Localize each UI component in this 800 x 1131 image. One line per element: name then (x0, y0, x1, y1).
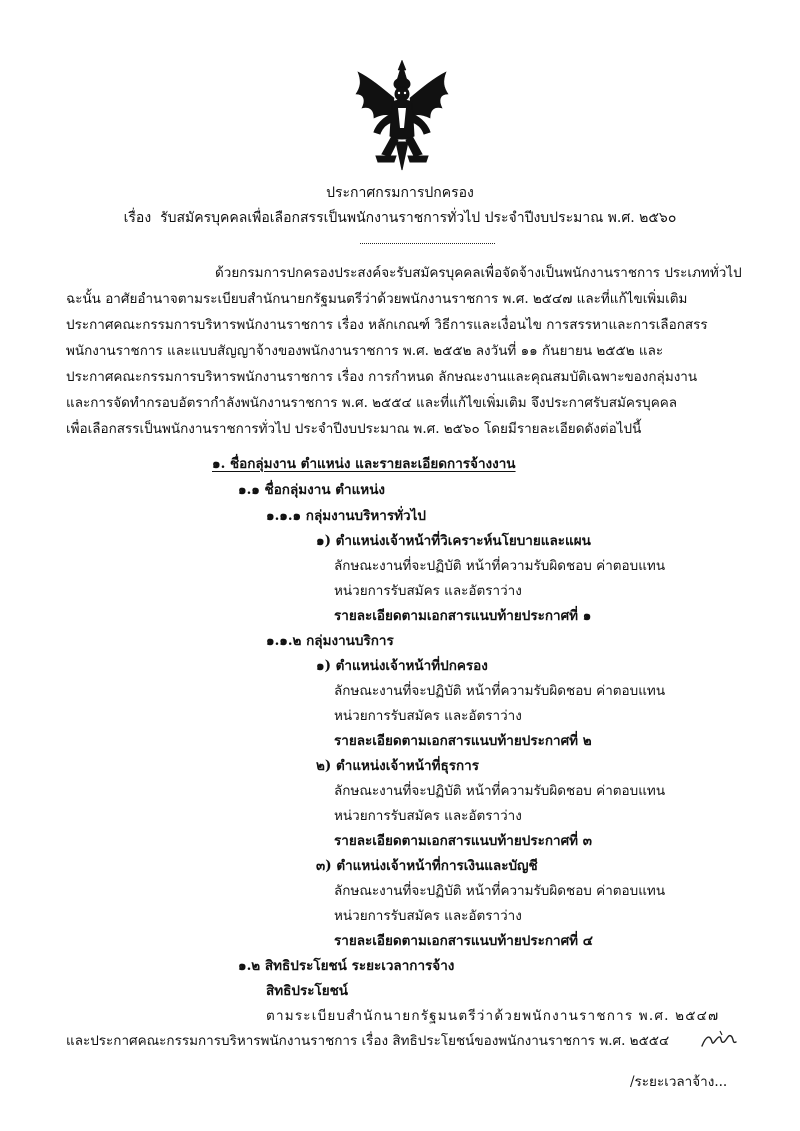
position-description: ลักษณะงานที่จะปฏิบัติ หน้าที่ความรับผิดชอบ ค่าตอบแทน (334, 683, 666, 699)
position-title: ๒) ตำแหน่งเจ้าหน้าที่ธุรการ (316, 758, 479, 774)
attachment-reference: รายละเอียดตามเอกสารแนบท้ายประกาศที่ ๒ (334, 733, 592, 749)
benefits-text: ตามระเบียบสำนักนายกรัฐมนตรีว่าด้วยพนักงานราชการ พ.ศ. ๒๕๔๗ (266, 1008, 720, 1024)
benefits-text: และประกาศคณะกรรมการบริหารพนักงานราชการ เรื่อง สิทธิประโยชน์ของพนักงานราชการ พ.ศ. ๒๕๕๔ (66, 1033, 670, 1049)
garuda-emblem-icon (352, 58, 452, 176)
continuation-note: /ระยะเวลาจ้าง... (630, 1074, 728, 1090)
position-description: ลักษณะงานที่จะปฏิบัติ หน้าที่ความรับผิดชอบ ค่าตอบแทน (334, 558, 666, 574)
intro-line: เพื่อเลือกสรรเป็นพนักงานราชการทั่วไป ประจำปีงบประมาณ พ.ศ. ๒๕๖๐ โดยมีรายละเอียดดังต่อไปนี้ (66, 421, 642, 437)
intro-line: ประกาศคณะกรรมการบริหารพนักงานราชการ เรื่อง หลักเกณฑ์ วิธีการและเงื่อนไข การสรรหาและการเลือกสรร (66, 317, 708, 333)
subsection-title: ๑.๒ สิทธิประโยชน์ ระยะเวลาการจ้าง (238, 958, 455, 974)
subsection-title: ๑.๑ ชื่อกลุ่มงาน ตำแหน่ง (238, 482, 386, 498)
position-description: หน่วยการรับสมัคร และอัตราว่าง (334, 583, 522, 599)
intro-line: และการจัดทำกรอบอัตรากำลังพนักงานราชการ พ.ศ. ๒๕๕๔ และที่แก้ไขเพิ่มเติม จึงประกาศรับสมัครบุคคล (66, 395, 678, 411)
position-title: ๓) ตำแหน่งเจ้าหน้าที่การเงินและบัญชี (316, 858, 538, 874)
intro-line: พนักงานราชการ และแบบสัญญาจ้างของพนักงานราชการ พ.ศ. ๒๕๕๒ ลงวันที่ ๑๑ กันยายน ๒๕๕๒ และ (66, 343, 664, 359)
intro-line: ประกาศคณะกรรมการบริหารพนักงานราชการ เรื่อง การกำหนด ลักษณะงานและคุณสมบัติเฉพาะของกลุ่มงาน (66, 369, 698, 385)
handwritten-initial-icon (700, 1028, 740, 1052)
subject-text: รับสมัครบุคคลเพื่อเลือกสรรเป็นพนักงานราชการทั่วไป ประจำปีงบประมาณ พ.ศ. ๒๕๖๐ (160, 210, 677, 226)
attachment-reference: รายละเอียดตามเอกสารแนบท้ายประกาศที่ ๔ (334, 933, 593, 949)
position-description: หน่วยการรับสมัคร และอัตราว่าง (334, 808, 522, 824)
attachment-reference: รายละเอียดตามเอกสารแนบท้ายประกาศที่ ๓ (334, 833, 592, 849)
section-title: ๑. ชื่อกลุ่มงาน ตำแหน่ง และรายละเอียดการจ้างงาน (212, 456, 516, 472)
position-description: ลักษณะงานที่จะปฏิบัติ หน้าที่ความรับผิดชอบ ค่าตอบแทน (334, 783, 666, 799)
position-description: หน่วยการรับสมัคร และอัตราว่าง (334, 708, 522, 724)
position-title: ๑) ตำแหน่งเจ้าหน้าที่ปกครอง (316, 658, 488, 674)
announcement-issuer: ประกาศกรมการปกครอง (326, 185, 474, 201)
position-description: ลักษณะงานที่จะปฏิบัติ หน้าที่ความรับผิดชอบ ค่าตอบแทน (334, 883, 666, 899)
intro-line: ฉะนั้น อาศัยอำนาจตามระเบียบสำนักนายกรัฐมนตรีว่าด้วยพนักงานราชการ พ.ศ. ๒๕๔๗ และที่แก้ไขเพิ่มเติม (66, 291, 688, 307)
benefits-heading: สิทธิประโยชน์ (266, 983, 349, 999)
subject-label: เรื่อง (123, 210, 152, 226)
announcement-subject (0, 207, 800, 229)
attachment-reference: รายละเอียดตามเอกสารแนบท้ายประกาศที่ ๑ (334, 608, 592, 624)
dotted-separator (360, 243, 495, 244)
work-group-title: ๑.๑.๑ กลุ่มงานบริหารทั่วไป (266, 508, 426, 524)
position-title: ๑) ตำแหน่งเจ้าหน้าที่วิเคราะห์นโยบายและแผน (316, 533, 591, 549)
work-group-title: ๑.๑.๒ กลุ่มงานบริการ (266, 633, 394, 649)
position-description: หน่วยการรับสมัคร และอัตราว่าง (334, 908, 522, 924)
intro-line: ด้วยกรมการปกครองประสงค์จะรับสมัครบุคคลเพื่อจัดจ้างเป็นพนักงานราชการ ประเภททั่วไป (215, 265, 742, 281)
